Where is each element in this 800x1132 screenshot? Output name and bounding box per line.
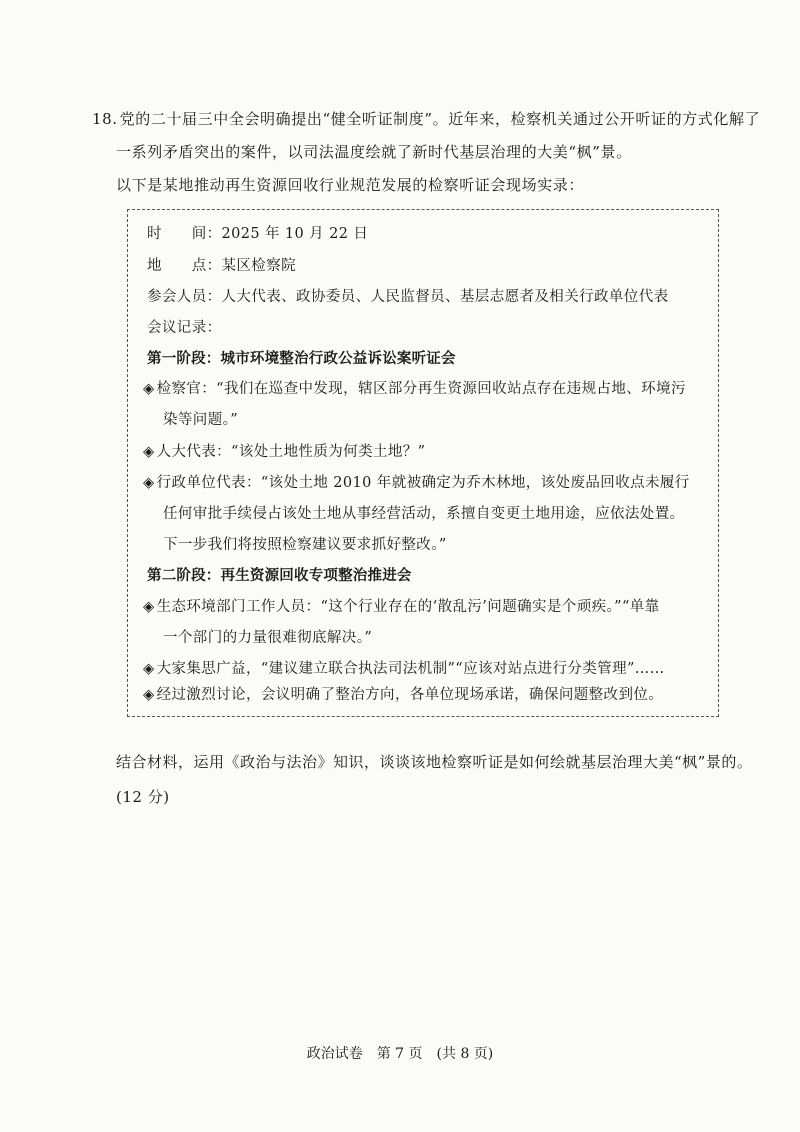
- stage-2-item-1-text: 生态环境部门工作人员：“这个行业存在的‘散乱污’问题确实是个顽疾。”“单靠: [156, 599, 660, 615]
- record-participants: 参会人员：人大代表、政协委员、人民监督员、基层志愿者及相关行政单位代表: [147, 289, 669, 305]
- stage-1-item-3-cont-1: 任何审批手续侵占该处土地从事经营活动，系擅自变更土地用途，应依法处置。: [163, 506, 685, 522]
- stage-2-item-1-cont: 一个部门的力量很难彻底解决。”: [163, 630, 373, 646]
- diamond-bullet-icon: ◈: [143, 661, 155, 677]
- stage-2-item-3: [143, 684, 663, 706]
- question-text-1: 党的二十届三中全会明确提出“健全听证制度”。近年来，检察机关通过公开听证的方式化解了: [119, 110, 761, 128]
- question-line-1: [92, 107, 760, 131]
- stage-1-item-3-text: 行政单位代表：“该处土地 2010 年就被确定为乔木林地，该处废品回收点未履行: [156, 475, 690, 491]
- record-place: 地 点：某区检察院: [147, 258, 296, 274]
- record-minutes-label: 会议记录：: [147, 320, 222, 336]
- page-footer: 政治试卷 第 7 页 (共 8 页): [306, 1046, 494, 1062]
- task-score: (12 分): [116, 788, 170, 806]
- stage-1-item-2-text: 人大代表：“该处土地性质为何类土地？”: [156, 444, 426, 460]
- stage-1-item-1: [143, 378, 686, 400]
- diamond-bullet-icon: ◈: [143, 381, 155, 397]
- stage-2-item-1: [143, 596, 660, 618]
- stage-1-item-3-cont-2: 下一步我们将按照检察建议要求抓好整改。”: [163, 537, 447, 553]
- record-time: 时 间：2025 年 10 月 22 日: [147, 226, 369, 242]
- stage-2-title: 第二阶段：再生资源回收专项整治推进会: [147, 568, 412, 584]
- hearing-record-box: [127, 209, 719, 717]
- stage-2-item-2: [143, 658, 665, 680]
- task-line-1: 结合材料，运用《政治与法治》知识，谈谈该地检察听证是如何绘就基层治理大美“枫”景的。: [116, 753, 753, 771]
- question-number: 18.: [92, 110, 118, 128]
- stage-2-item-2-text: 大家集思广益，“建议建立联合执法司法机制”“应该对站点进行分类管理”……: [156, 661, 665, 677]
- question-line-3: 以下是某地推动再生资源回收行业规范发展的检察听证会现场实录：: [116, 176, 585, 194]
- diamond-bullet-icon: ◈: [143, 475, 155, 491]
- stage-1-item-1-cont: 染等问题。”: [163, 412, 239, 428]
- stage-2-item-3-text: 经过激烈讨论，会议明确了整治方向，各单位现场承诺，确保问题整改到位。: [156, 687, 664, 703]
- stage-1-item-2: [143, 441, 426, 463]
- question-line-2: 一系列矛盾突出的案件，以司法温度绘就了新时代基层治理的大美“枫”景。: [116, 143, 632, 161]
- diamond-bullet-icon: ◈: [143, 444, 155, 460]
- stage-1-title: 第一阶段：城市环境整治行政公益诉讼案听证会: [147, 351, 456, 367]
- stage-1-item-1-text: 检察官：“我们在巡查中发现，辖区部分再生资源回收站点存在违规占地、环境污: [156, 381, 686, 397]
- diamond-bullet-icon: ◈: [143, 687, 155, 703]
- diamond-bullet-icon: ◈: [143, 599, 155, 615]
- stage-1-item-3: [143, 472, 690, 494]
